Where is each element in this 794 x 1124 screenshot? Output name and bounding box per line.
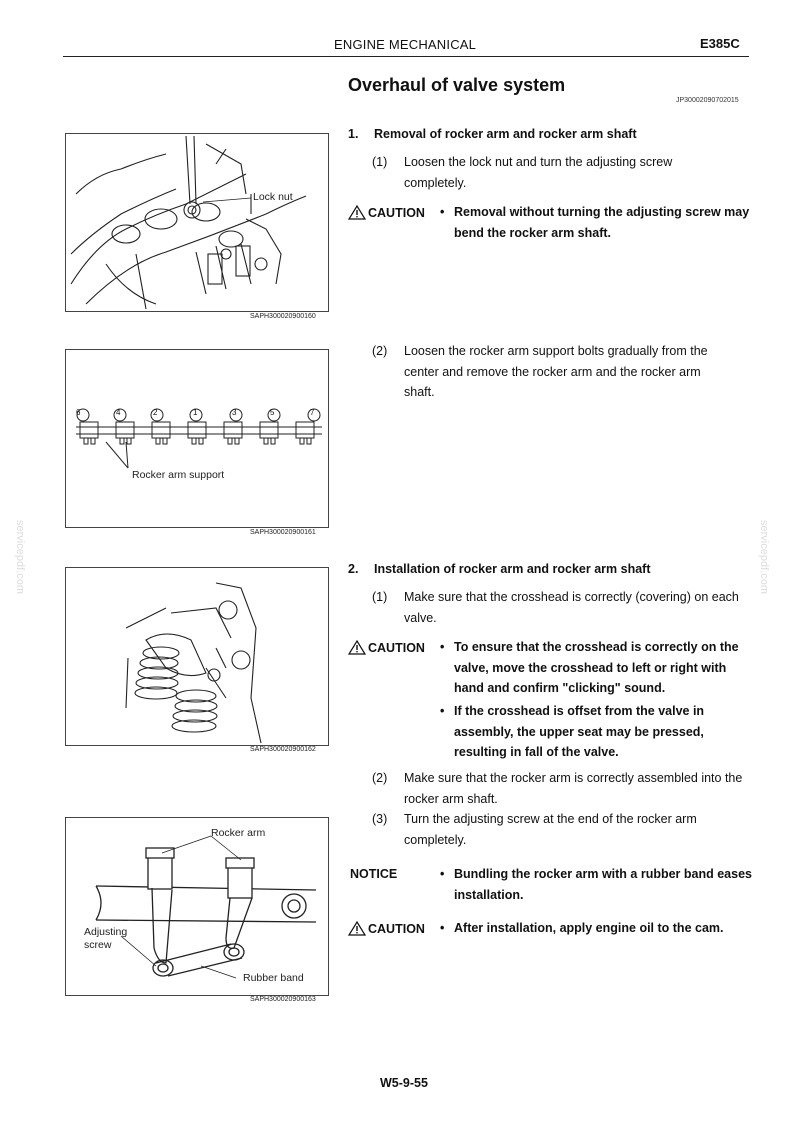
label-rocker-arm: Rocker arm xyxy=(211,827,266,839)
caution-3-label: CAUTION xyxy=(368,921,425,936)
figure-code: SAPH300020900162 xyxy=(250,746,316,753)
figure-rubber-band-drawing xyxy=(66,818,328,995)
caution-3 xyxy=(348,921,425,936)
figure-rocker-arm-supports xyxy=(65,349,329,528)
caution-3-bullet: • After installation, apply engine oil to the cam. xyxy=(440,921,724,935)
label-lock-nut: Lock nut xyxy=(253,191,293,203)
figure-code: SAPH300020900160 xyxy=(250,313,316,320)
watermark-right: servicepdf.com xyxy=(758,520,770,594)
support-number-1: 1 xyxy=(193,408,198,417)
figure-code: SAPH300020900161 xyxy=(250,529,316,536)
section-1-number: 1. xyxy=(348,127,359,141)
step-1-1-number: (1) xyxy=(372,155,388,169)
caution-1-bullet-text: Removal without turning the adjusting screw may bend the rocker arm shaft. xyxy=(454,205,750,240)
notice-bullet-text: Bundling the rocker arm with a rubber band eases installation. xyxy=(454,867,752,902)
figure-lock-nut-drawing xyxy=(66,134,328,311)
support-number-3: 3 xyxy=(232,408,237,417)
label-rocker-arm-support: Rocker arm support xyxy=(132,469,225,481)
support-number-2: 2 xyxy=(153,408,158,417)
figure-rubber-band xyxy=(65,817,329,996)
label-rubber-band: Rubber band xyxy=(243,972,304,984)
section-2-number: 2. xyxy=(348,562,359,576)
support-number-4: 4 xyxy=(116,408,121,417)
warning-triangle-icon xyxy=(348,921,366,936)
step-1-2-text: Loosen the rocker arm support bolts gradually from the center and remove the rocker arm and the rocker arm shaft. xyxy=(404,344,708,399)
step-2-3-number: (3) xyxy=(372,812,388,826)
section-1-title: Removal of rocker arm and rocker arm shaft xyxy=(374,127,637,141)
notice-label: NOTICE xyxy=(350,867,398,881)
figure-code: SAPH300020900163 xyxy=(250,996,316,1003)
caution-2 xyxy=(348,640,425,655)
caution-1-bullet: • Removal without turning the adjusting screw may bend the rocker arm shaft. xyxy=(440,205,750,240)
notice xyxy=(350,867,397,881)
figure-supports-drawing xyxy=(66,350,328,527)
warning-triangle-icon xyxy=(348,205,366,220)
step-1-1-text: Loosen the lock nut and turn the adjusting screw completely. xyxy=(404,155,673,190)
section-2-title: Installation of rocker arm and rocker arm shaft xyxy=(374,562,651,576)
caution-2-bullet-2-text: If the crosshead is offset from the valve in assembly, the upper seat may be pressed, resulting in fall of the valve. xyxy=(454,704,705,759)
document-id: JP30002090702015 xyxy=(676,97,739,104)
caution-2-bullet-1-text: To ensure that the crosshead is correctly on the valve, move the crosshead to left or right with hand and confirm "clicking" sound. xyxy=(454,640,739,695)
step-2-2-text: Make sure that the rocker arm is correctly assembled into the rocker arm shaft. xyxy=(404,771,743,806)
support-number-6: 6 xyxy=(76,408,81,417)
step-2-2-number: (2) xyxy=(372,771,388,785)
step-1-2-number: (2) xyxy=(372,344,388,358)
figure-lock-nut xyxy=(65,133,329,312)
header-rule xyxy=(63,56,749,57)
step-2-1-text: Make sure that the crosshead is correctly (covering) on each valve. xyxy=(404,590,739,625)
caution-1 xyxy=(348,205,425,220)
header-model-code: E385C xyxy=(700,36,740,51)
header-section-title: ENGINE MECHANICAL xyxy=(334,37,477,52)
caution-2-bullet-1: • To ensure that the crosshead is correctly on the valve, move the crosshead to left or right with hand and confirm "clicking" sound. xyxy=(440,640,739,695)
caution-2-label: CAUTION xyxy=(368,640,425,655)
caution-1-label: CAUTION xyxy=(368,205,425,220)
caution-2-bullet-2: • If the crosshead is offset from the valve in assembly, the upper seat may be pressed, resulting in fall of the valve. xyxy=(440,704,705,759)
watermark-left: servicepdf.com xyxy=(14,520,26,594)
notice-bullet: • Bundling the rocker arm with a rubber band eases installation. xyxy=(440,867,752,902)
figure-crosshead xyxy=(65,567,329,746)
page-number: W5-9-55 xyxy=(380,1076,428,1090)
page-title: Overhaul of valve system xyxy=(348,75,566,95)
warning-triangle-icon xyxy=(348,640,366,655)
label-adjusting-screw: Adjusting screw xyxy=(84,926,128,951)
step-2-3-text: Turn the adjusting screw at the end of the rocker arm completely. xyxy=(404,812,697,847)
support-number-7: 7 xyxy=(310,408,315,417)
caution-3-bullet-text: After installation, apply engine oil to the cam. xyxy=(454,921,724,935)
figure-crosshead-drawing xyxy=(66,568,328,745)
step-2-1-number: (1) xyxy=(372,590,388,604)
support-number-5: 5 xyxy=(270,408,275,417)
